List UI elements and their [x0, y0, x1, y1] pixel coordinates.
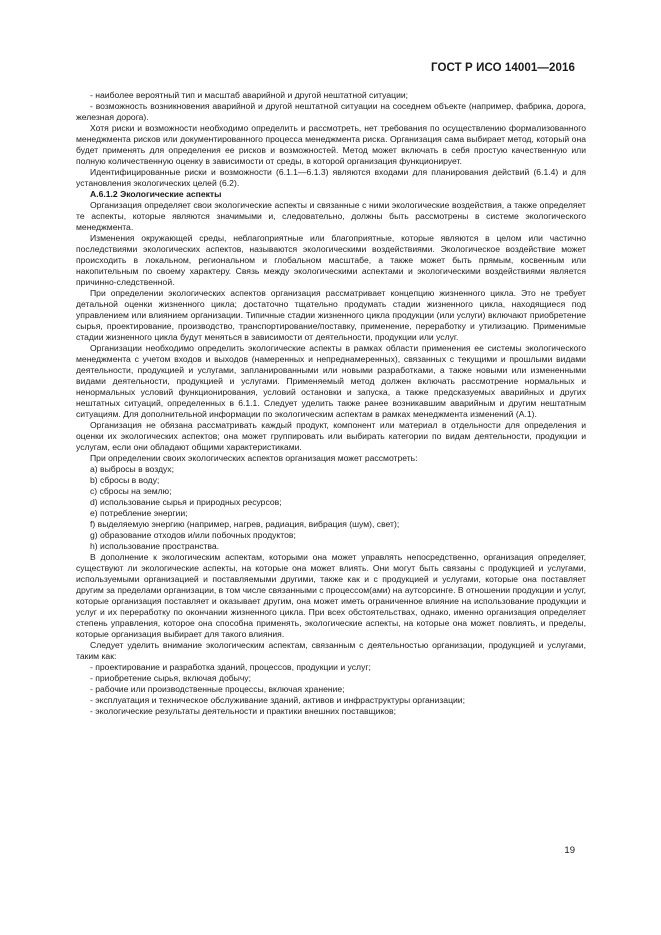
paragraph: - возможность возникновения аварийной и другой нештатной ситуации на соседнем объекте (например, фабрика, дорога, железная дорога).: [76, 101, 586, 122]
page-number: 19: [564, 845, 575, 856]
list-item: h) использование пространства.: [90, 541, 220, 551]
list-item: c) сбросы на землю;: [90, 486, 172, 496]
paragraph: Хотя риски и возможности необходимо определить и рассмотреть, нет требования по осуществлению формализованного менеджмента рисков или документированного процесса менеджмента риска. Организация сама выбирает метод, который она будет применять для определения ее рисков и возможностей. Метод может включать в себя простую качественную или полную количественную оценку в зависимости от среды, в которой организация функционирует.: [76, 123, 586, 166]
list-item: d) использование сырья и природных ресурсов;: [90, 497, 282, 507]
list-item: - рабочие или производственные процессы, включая хранение;: [90, 684, 345, 694]
list-item: b) сбросы в воду;: [90, 475, 160, 485]
section-heading: А.6.1.2 Экологические аспекты: [90, 189, 222, 199]
paragraph: Идентифицированные риски и возможности (6.1.1—6.1.3) являются входами для планирования действий (6.1.4) и для установления экологических целей (6.2).: [76, 167, 586, 188]
paragraph: В дополнение к экологическим аспектам, которыми она может управлять непосредственно, организация определяет, существуют ли экологические аспекты, на которые она может влиять. Они могут быть связаны с продукцией и услугами, используемыми организацией и поставляемыми другими, также как и с продукцией и услугами, которые она поставляет другим за пределами организации, в том числе связанными с процессом(ами) на аутсорсинге. В отношении продукции и услуг, которые организация поставляет и оказывает другим, она может иметь ограниченное влияние на использование продукции и услуг и их переработку по окончании жизненного цикла. При всех обстоятельствах, однако, именно организация определяет степень управления, которое она способна применять, экологические аспекты, на которые она может повлиять, и пределы, которые организация выбирает для такого влияния.: [76, 552, 586, 639]
list-item: g) образование отходов и/или побочных продуктов;: [90, 530, 296, 540]
paragraph: Следует уделить внимание экологическим аспектам, связанным с деятельностью организации, продукцией и услугами, таким как:: [76, 640, 586, 661]
list-item: e) потребление энергии;: [90, 508, 188, 518]
paragraph: При определении своих экологических аспектов организация может рассмотреть:: [90, 453, 418, 463]
paragraph: Изменения окружающей среды, неблагоприятные или благоприятные, которые являются в целом или частично последствиями экологических аспектов, называются экологическими воздействиями. Экологическое воздействие может происходить в локальном, региональном и глобальном масштабе, а также может быть прямым, косвенным или накопительным по своему характеру. Связь между экологическими аспектами и экологическими воздействиями является причинно-следственной.: [76, 233, 586, 287]
paragraph: При определении экологических аспектов организация рассматривает концепцию жизненного цикла. Это не требует детальной оценки жизненного цикла; достаточно тщательно продумать стадии жизненного цикла, находящиеся под управлением или влиянием организации. Типичные стадии жизненного цикла продукции (или услуги) включают приобретение сырья, проектирование, производство, транспортирование/поставку, применение, переработку и утилизацию. Применимые стадии жизненного цикла будут меняться в зависимости от деятельности, продукции или услуг.: [76, 288, 586, 342]
document-body: [76, 90, 586, 717]
list-item: - эксплуатация и техническое обслуживание зданий, активов и инфраструктуры организации;: [90, 695, 465, 705]
paragraph: Организация определяет свои экологические аспекты и связанные с ними экологические воздействия, а также определяет те аспекты, которые являются значимыми и, следовательно, должны быть рассмотрены в системе экологического менеджмента.: [76, 200, 586, 232]
document-code-header: ГОСТ Р ИСО 14001—2016: [430, 62, 575, 74]
list-item: a) выбросы в воздух;: [90, 464, 174, 474]
list-item: - приобретение сырья, включая добычу;: [90, 673, 251, 683]
list-item: f) выделяемую энергию (например, нагрев, радиация, вибрация (шум), свет);: [90, 519, 400, 529]
paragraph: Организация не обязана рассматривать каждый продукт, компонент или материал в отдельности для определения и оценки их экологических аспектов; она может группировать или выбирать категории по видам деятельности, продукции и услугам, если они обладают общими характеристиками.: [76, 420, 586, 452]
list-item: - проектирование и разработка зданий, процессов, продукции и услуг;: [90, 662, 371, 672]
paragraph: Организации необходимо определить экологические аспекты в рамках области применения ее системы экологического менеджмента с учетом входов и выходов (намеренных и непреднамеренных), связанных с текущими и прошлыми видами деятельности, продукцией и услугами, запланированными или новыми разработками, а также новыми или измененными видами деятельности, продукцией и услугами. Применяемый метод должен включать рассмотрение нормальных и ненормальных условий функционирования, условий остановки и запуска, а также предсказуемых аварийных и других нештатных ситуаций, определенных в 6.1.1. Следует уделить также ранее возникавшим аварийным и другим нештатным ситуациям. Для дополнительной информации по экологическим аспектам в рамках менеджмента изменений (А.1).: [76, 343, 586, 419]
list-item: - экологические результаты деятельности и практики внешних поставщиков;: [90, 706, 397, 716]
list-item: - наиболее вероятный тип и масштаб аварийной и другой нештатной ситуации;: [90, 90, 409, 100]
